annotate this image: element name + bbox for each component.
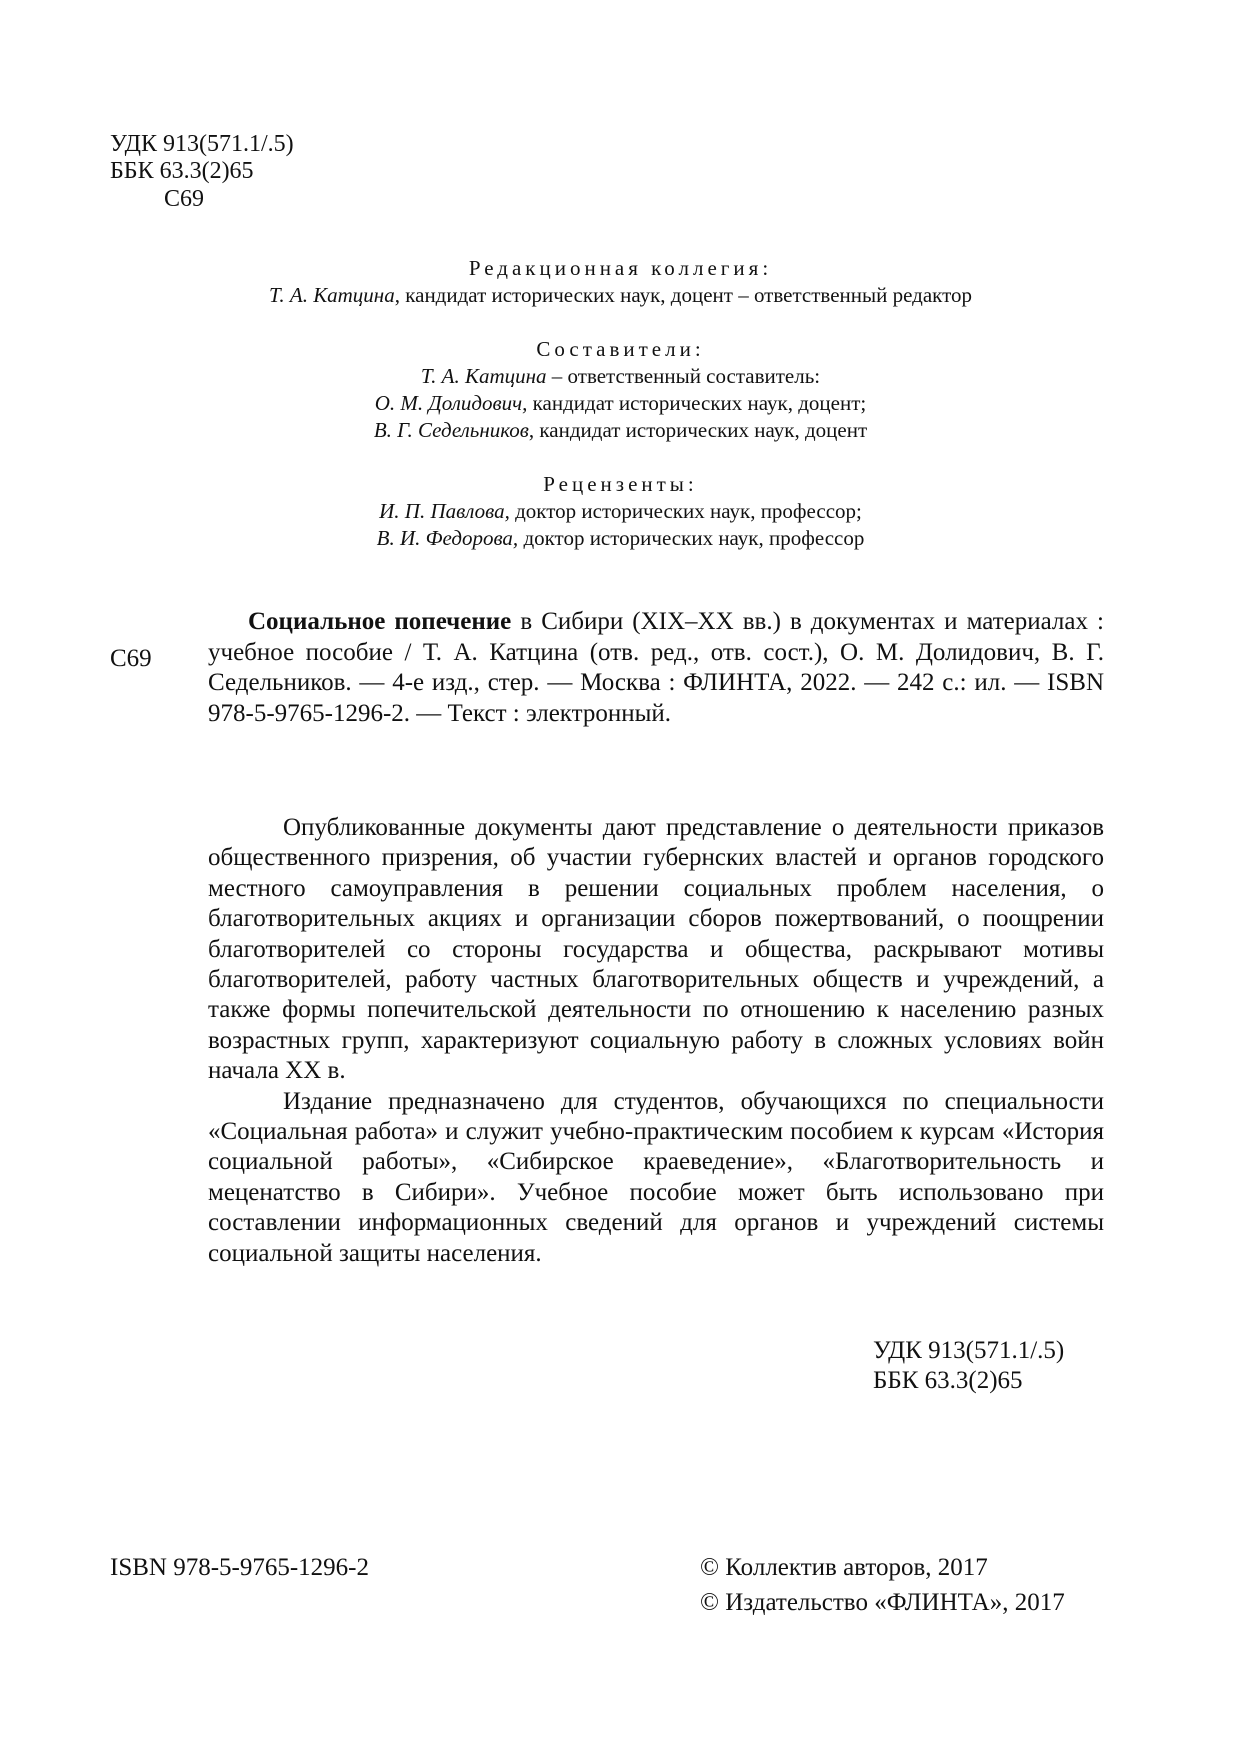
copyright-authors: © Коллектив авторов, 2017	[700, 1554, 988, 1581]
annotation	[208, 813, 1104, 1269]
compiler-name: В. Г. Седельников	[373, 418, 529, 442]
book-title: Социальное попечение	[248, 608, 512, 635]
compilers-heading: Составители:	[536, 337, 705, 361]
copyright-publisher: © Издательство «ФЛИНТА», 2017	[700, 1589, 1065, 1616]
reviewer-name: В. И. Федорова,	[376, 526, 519, 550]
reviewer-line	[0, 525, 1241, 552]
editor-role: , кандидат исторических наук, доцент – ответственный редактор	[394, 283, 972, 307]
compiler-line	[0, 417, 1241, 444]
author-mark-bib: С69	[110, 645, 152, 672]
bibliographic-description	[208, 607, 1104, 729]
compiler-role: – ответственный составитель:	[546, 364, 821, 388]
udk-top: УДК 913(571.1/.5)	[110, 131, 294, 157]
reviewer-name: И. П. Павлова,	[379, 499, 510, 523]
reviewers	[0, 471, 1241, 552]
annotation-paragraph: Издание предназначено для студентов, обучающихся по специальности «Социальная работа» и служит учебно-практическим пособием к курсам «История социальной работы», «Сибирское краеведение», «Благотворительность и меценатство в Сибири». Учебное пособие может быть использовано при составлении информационных сведений для органов и учреждений системы социальной защиты населения.	[208, 1087, 1104, 1267]
editorial-line	[0, 282, 1241, 309]
compiler-name: Т. А. Катцина	[420, 364, 547, 388]
compiler-name: О. М. Долидович,	[374, 391, 528, 415]
reviewers-heading: Рецензенты:	[543, 472, 698, 496]
reviewer-line	[0, 498, 1241, 525]
editor-name: Т. А. Катцина	[269, 283, 395, 307]
compilers	[0, 336, 1241, 444]
annotation-paragraph: Опубликованные документы дают представление о деятельности приказов общественного призрения, об участии губернских властей и органов городского местного самоуправления в решении социальных проблем населения, о благотворительных акциях и организации сборов пожертвований, о поощрении благотворителей со стороны государства и общества, раскрывают мотивы благотворителей, работу частных благотворительных обществ и учреждений, а также формы попечительской деятельности по отношению к населению разных возрастных групп, характеризуют социальную работу в сложных условиях войн начала XX в.	[208, 814, 1104, 1085]
reviewer-role: доктор исторических наук, профессор;	[509, 499, 862, 523]
credits-block	[0, 255, 1241, 579]
editorial-heading: Редакционная коллегия:	[468, 256, 773, 280]
bbk-top: ББК 63.3(2)65	[110, 158, 254, 184]
compiler-line	[0, 390, 1241, 417]
compiler-role: , кандидат исторических наук, доцент	[528, 418, 868, 442]
author-mark-top: С69	[164, 186, 205, 212]
compiler-line	[0, 363, 1241, 390]
udk-bottom: УДК 913(571.1/.5)	[873, 1337, 1065, 1364]
compiler-role: кандидат исторических наук, доцент;	[527, 391, 867, 415]
bbk-bottom: ББК 63.3(2)65	[873, 1367, 1023, 1394]
isbn: ISBN 978-5-9765-1296-2	[110, 1554, 370, 1581]
bibliographic-text: в Сибири (XIX–XX вв.) в документах и материалах : учебное пособие / Т. А. Катцина (отв. ред., отв. сост.), О. М. Долидович, В. Г. Седельников. — 4-е изд., стер. — Москва : ФЛИНТА, 2022. — 242 с.: ил. — ISBN 978-5-9765-1296-2. — Текст : электронный.	[208, 608, 1104, 727]
editorial-board	[0, 255, 1241, 309]
reviewer-role: доктор исторических наук, профессор	[518, 526, 865, 550]
